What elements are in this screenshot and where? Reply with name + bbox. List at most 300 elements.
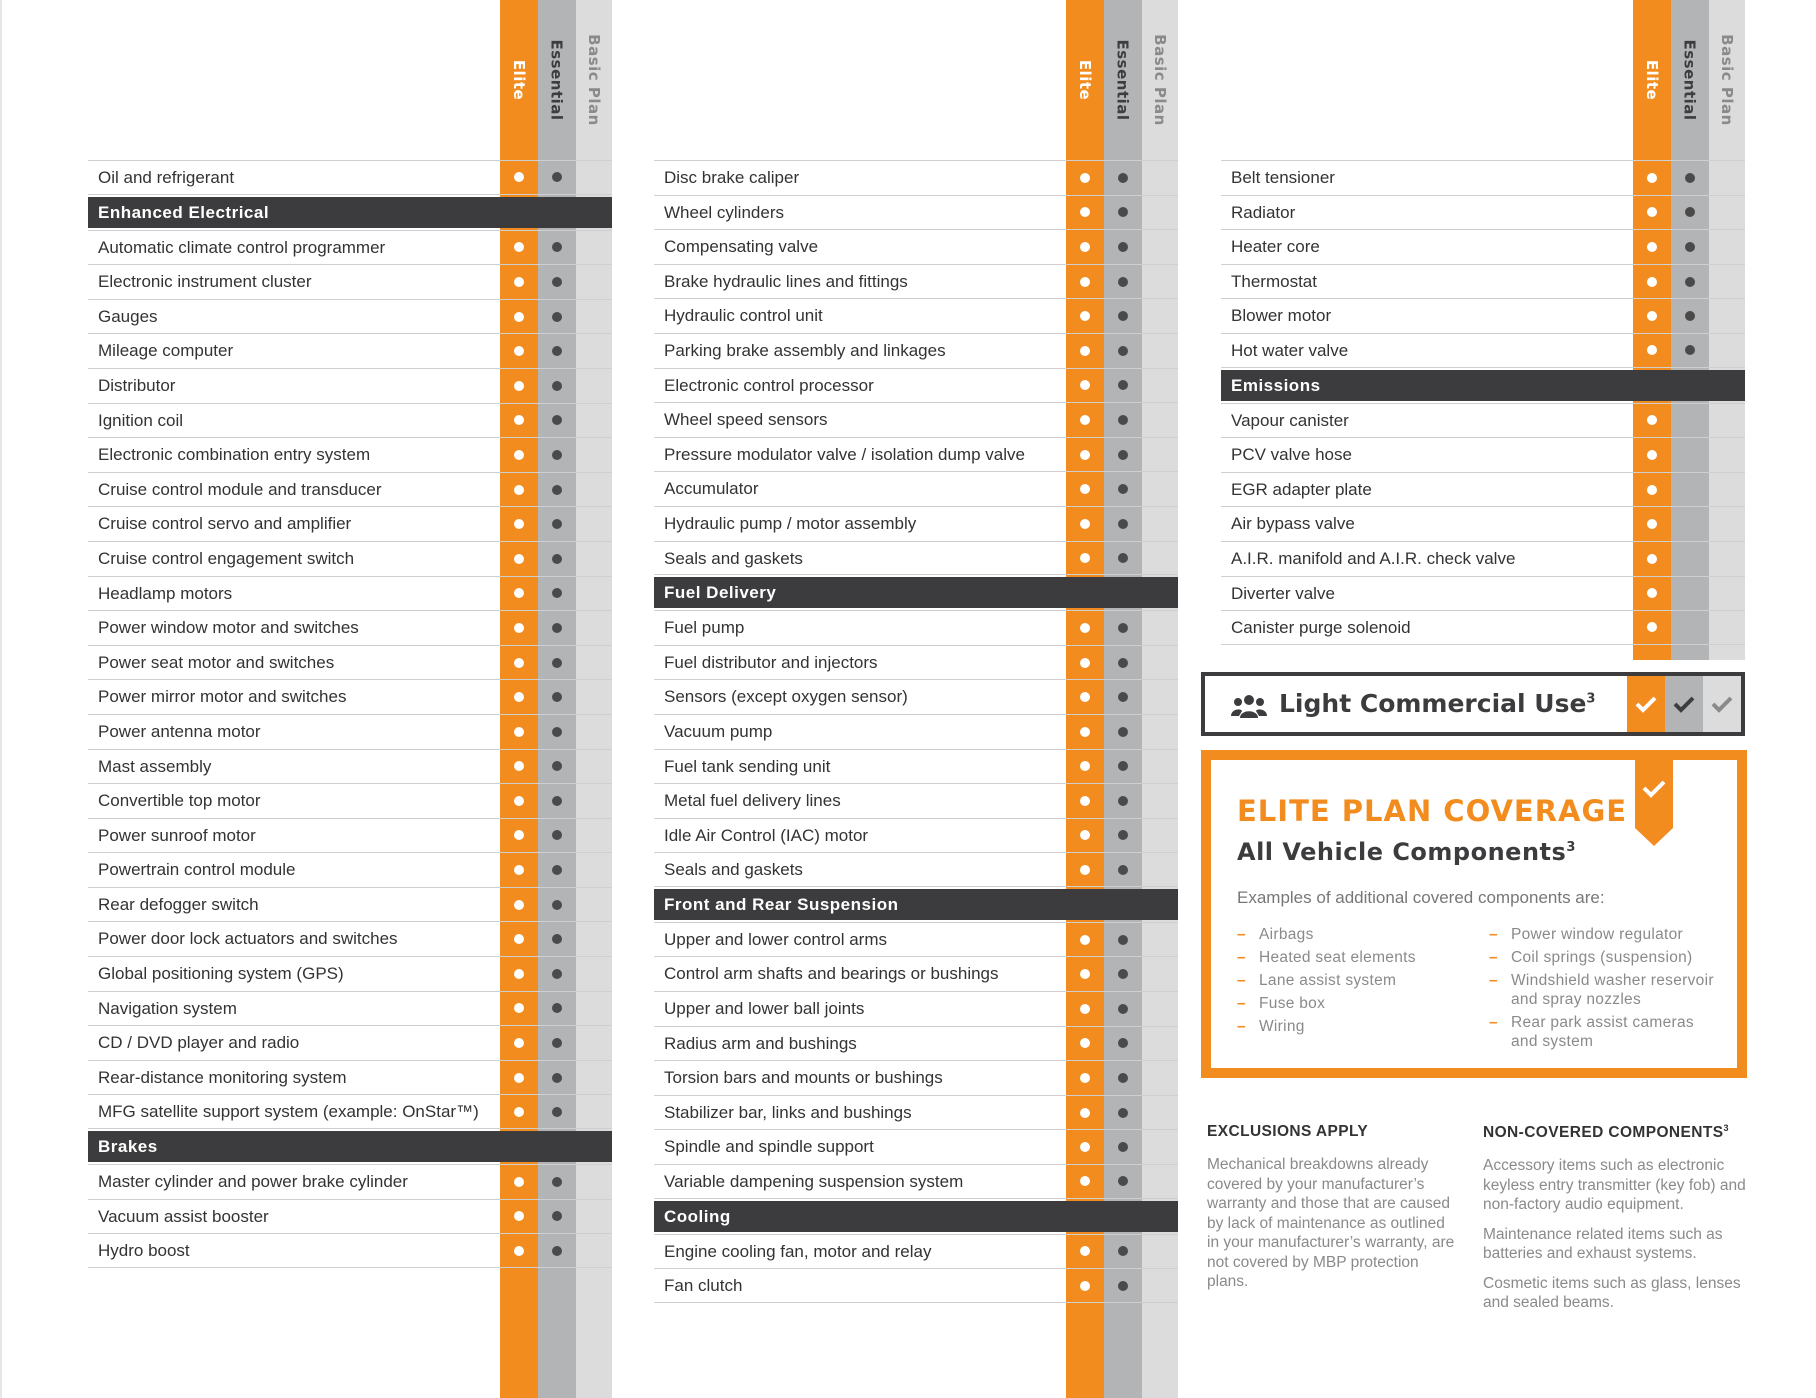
essential-covered-dot [552, 242, 562, 252]
essential-covered-dot [552, 900, 562, 910]
coverage-row [88, 956, 612, 991]
essential-covered-dot [1118, 207, 1128, 217]
coverage-row [1221, 437, 1745, 472]
coverage-row [88, 1060, 612, 1095]
essential-covered-dot [1118, 1142, 1128, 1152]
component-label: Canister purge solenoid [1231, 618, 1411, 638]
coverage-row [88, 1025, 612, 1060]
component-label: Mast assembly [98, 756, 212, 776]
component-label: Fuel pump [664, 618, 745, 638]
elite-covered-dot [1080, 969, 1090, 979]
covered-component-item: – Coil springs (suspension) [1489, 948, 1719, 967]
elite-covered-dot [514, 623, 524, 633]
elite-covered-dot [514, 865, 524, 875]
elite-covered-dot [1647, 207, 1657, 217]
elite-covered-dot [1080, 1108, 1090, 1118]
elite-covered-dot [514, 969, 524, 979]
coverage-row [88, 160, 612, 195]
essential-covered-dot [1118, 450, 1128, 460]
basic-header: Basic Plan [1151, 34, 1169, 126]
essential-covered-dot [552, 969, 562, 979]
component-label: Stabilizer bar, links and bushings [664, 1102, 912, 1122]
covered-component-item: – Power window regulator [1489, 925, 1719, 944]
covered-component-item: – Airbags [1237, 925, 1457, 944]
coverage-row [88, 818, 612, 853]
elite-covered-dot [1080, 173, 1090, 183]
component-label: Cruise control engagement switch [98, 548, 355, 568]
elite-covered-dot [514, 277, 524, 287]
elite-covered-dot [1080, 761, 1090, 771]
covered-component-item: – Windshield washer reservoir and spray nozzles [1489, 971, 1719, 1009]
component-label: Navigation system [98, 998, 237, 1018]
elite-covered-dot [1080, 796, 1090, 806]
coverage-row [654, 229, 1178, 264]
coverage-row [654, 195, 1178, 230]
coverage-row [1221, 298, 1745, 333]
component-label: Electronic control processor [664, 375, 874, 395]
essential-covered-dot [552, 554, 562, 564]
component-label: Parking brake assembly and linkages [664, 340, 946, 360]
coverage-row [1221, 403, 1745, 438]
component-label: Oil and refrigerant [98, 168, 235, 187]
coverage-row [654, 1095, 1178, 1130]
component-label: Master cylinder and power brake cylinder [98, 1172, 408, 1192]
essential-covered-dot [1685, 207, 1695, 217]
coverage-row [88, 506, 612, 541]
elite-covered-dot [1080, 450, 1090, 460]
coverage-row [654, 610, 1178, 645]
component-label: Rear-distance monitoring system [98, 1067, 347, 1087]
essential-covered-dot [1118, 692, 1128, 702]
covered-component-item: – Fuse box [1237, 994, 1457, 1013]
component-label: Engine cooling fan, motor and relay [664, 1241, 932, 1261]
elite-plan-coverage-box [1201, 750, 1747, 1078]
component-label: Fuel tank sending unit [664, 756, 831, 776]
essential-covered-dot [1118, 969, 1128, 979]
component-label: Brake hydraulic lines and fittings [664, 271, 908, 291]
elite-covered-dot [514, 381, 524, 391]
non-covered-heading: NON-COVERED COMPONENTS$^3$ [1483, 1123, 1729, 1142]
coverage-row [88, 887, 612, 922]
elite-covered-dot [1080, 1142, 1090, 1152]
component-label: Upper and lower ball joints [664, 999, 865, 1019]
elite-covered-dot [1080, 207, 1090, 217]
page-edge [0, 0, 2, 1398]
basic-check [1703, 676, 1741, 732]
coverage-row [88, 714, 612, 749]
coverage-row [654, 402, 1178, 437]
coverage-row [88, 541, 612, 576]
coverage-row [654, 922, 1178, 957]
essential-covered-dot [1118, 1176, 1128, 1186]
component-label: Radiator [1231, 202, 1296, 222]
section-header: Enhanced Electrical [88, 197, 612, 228]
essential-check [1665, 676, 1703, 732]
essential-covered-dot [552, 761, 562, 771]
component-label: Vacuum pump [664, 721, 773, 741]
component-label: Hot water valve [1231, 340, 1349, 360]
elite-covered-dot [1647, 588, 1657, 598]
elite-covered-dot [1647, 519, 1657, 529]
essential-covered-dot [1118, 1004, 1128, 1014]
basic-header: Basic Plan [585, 34, 603, 126]
elite-covered-dot [514, 312, 524, 322]
component-label: Distributor [98, 375, 176, 395]
elite-covered-dot [1080, 311, 1090, 321]
non-covered-paragraph: Cosmetic items such as glass, lenses and sealed beams. [1483, 1274, 1741, 1312]
essential-covered-dot [552, 865, 562, 875]
coverage-column-2 [654, 0, 1178, 1398]
component-label: Spindle and spindle support [664, 1137, 874, 1157]
elite-covered-dot [514, 519, 524, 529]
essential-covered-dot [1118, 311, 1128, 321]
component-label: Ignition coil [98, 410, 184, 430]
section-header: Cooling [654, 1201, 1178, 1232]
coverage-row [88, 1164, 612, 1199]
coverage-row [88, 991, 612, 1026]
coverage-row [88, 1094, 612, 1129]
elite-covered-dot [514, 830, 524, 840]
elite-covered-dot [1647, 173, 1657, 183]
essential-covered-dot [552, 830, 562, 840]
elite-covered-dot [1647, 485, 1657, 495]
component-label: Power seat motor and switches [98, 652, 335, 672]
component-label: Sensors (except oxygen sensor) [664, 687, 908, 707]
component-label: Belt tensioner [1231, 168, 1335, 187]
elite-covered-dot [1647, 345, 1657, 355]
coverage-row [88, 679, 612, 714]
coverage-row [88, 472, 612, 507]
coverage-row [654, 714, 1178, 749]
essential-covered-dot [1118, 658, 1128, 668]
elite-covered-dot [514, 1177, 524, 1187]
component-label: Seals and gaskets [664, 860, 803, 880]
elite-covered-dot [1080, 1038, 1090, 1048]
elite-covered-dot [514, 346, 524, 356]
essential-covered-dot [1685, 311, 1695, 321]
check-icon [1635, 695, 1657, 713]
coverage-row [654, 1129, 1178, 1164]
coverage-row [654, 783, 1178, 818]
elite-covered-dot [1647, 311, 1657, 321]
elite-covered-dot [514, 1246, 524, 1256]
elite-covered-dot [1080, 242, 1090, 252]
coverage-row [654, 437, 1178, 472]
essential-covered-dot [1118, 623, 1128, 633]
elite-covered-dot [514, 1038, 524, 1048]
essential-covered-dot [1118, 277, 1128, 287]
elite-covered-dot [514, 796, 524, 806]
component-label: Compensating valve [664, 237, 819, 257]
component-label: Cruise control servo and amplifier [98, 514, 352, 534]
component-label: Hydro boost [98, 1241, 190, 1261]
essential-header: Essential [548, 39, 566, 121]
coverage-row [654, 368, 1178, 403]
coverage-row [88, 230, 612, 265]
elite-covered-dot [1080, 935, 1090, 945]
elite-covered-dot [1080, 277, 1090, 287]
check-flag-icon [1635, 750, 1673, 846]
elite-covered-dot [1080, 658, 1090, 668]
elite-covered-dot [514, 761, 524, 771]
essential-covered-dot [552, 1003, 562, 1013]
essential-covered-dot [1118, 727, 1128, 737]
coverage-row [654, 1268, 1178, 1303]
elite-covered-dot [1647, 622, 1657, 632]
component-label: Torsion bars and mounts or bushings [664, 1068, 943, 1088]
component-label: Fuel distributor and injectors [664, 652, 878, 672]
essential-covered-dot [552, 727, 562, 737]
elite-covered-dot [1080, 692, 1090, 702]
component-label: Power door lock actuators and switches [98, 929, 398, 949]
elite-covered-dot [1080, 623, 1090, 633]
essential-covered-dot [1118, 415, 1128, 425]
coverage-row [654, 1026, 1178, 1061]
essential-covered-dot [552, 1107, 562, 1117]
coverage-rows [88, 160, 612, 1268]
coverage-row [88, 368, 612, 403]
elite-covered-dot [514, 415, 524, 425]
component-label: Variable dampening suspension system [664, 1172, 964, 1192]
essential-covered-dot [1118, 1246, 1128, 1256]
component-label: Vapour canister [1231, 410, 1349, 430]
elite-coverage-intro: Examples of additional covered components are: [1237, 888, 1605, 907]
essential-covered-dot [1118, 865, 1128, 875]
essential-covered-dot [1118, 830, 1128, 840]
coverage-row [654, 471, 1178, 506]
elite-covered-dot [1080, 1073, 1090, 1083]
check-icon [1711, 695, 1733, 713]
elite-covered-dot [1647, 554, 1657, 564]
essential-covered-dot [1118, 935, 1128, 945]
component-label: Diverter valve [1231, 583, 1335, 603]
elite-covered-dot [1080, 865, 1090, 875]
component-label: Automatic climate control programmer [98, 237, 386, 257]
component-label: Idle Air Control (IAC) motor [664, 825, 869, 845]
coverage-row [654, 679, 1178, 714]
coverage-row [1221, 506, 1745, 541]
coverage-row [654, 749, 1178, 784]
component-label: Powertrain control module [98, 860, 296, 880]
section-header: Fuel Delivery [654, 577, 1178, 608]
essential-covered-dot [1118, 1281, 1128, 1291]
coverage-row [1221, 160, 1745, 195]
component-label: Convertible top motor [98, 791, 261, 811]
essential-covered-dot [1118, 242, 1128, 252]
component-label: A.I.R. manifold and A.I.R. check valve [1231, 548, 1516, 568]
elite-covered-dot [514, 727, 524, 737]
component-label: Power antenna motor [98, 721, 261, 741]
essential-covered-dot [552, 934, 562, 944]
component-label: Electronic combination entry system [98, 445, 371, 465]
elite-covered-dot [514, 1003, 524, 1013]
component-label: Accumulator [664, 479, 759, 499]
essential-covered-dot [552, 796, 562, 806]
component-label: Gauges [98, 306, 158, 326]
essential-covered-dot [1118, 1038, 1128, 1048]
elite-check [1627, 676, 1665, 732]
elite-covered-dot [1647, 242, 1657, 252]
component-label: Power window motor and switches [98, 618, 359, 638]
coverage-row [1221, 264, 1745, 299]
elite-covered-dot [1647, 415, 1657, 425]
elite-covered-dot [514, 934, 524, 944]
essential-covered-dot [1118, 1108, 1128, 1118]
elite-header: Elite [510, 59, 528, 101]
essential-covered-dot [552, 1177, 562, 1187]
section-header: Front and Rear Suspension [654, 889, 1178, 920]
coverage-row [654, 956, 1178, 991]
component-label: Seals and gaskets [664, 548, 803, 568]
component-label: Electronic instrument cluster [98, 272, 312, 292]
coverage-row [88, 437, 612, 472]
essential-covered-dot [552, 1038, 562, 1048]
coverage-row [88, 921, 612, 956]
essential-covered-dot [1685, 345, 1695, 355]
essential-covered-dot [552, 485, 562, 495]
coverage-row [654, 160, 1178, 195]
elite-covered-dot [1080, 1246, 1090, 1256]
coverage-row [88, 264, 612, 299]
coverage-row [1221, 229, 1745, 264]
coverage-rows [1221, 160, 1745, 645]
elite-covered-dot [1080, 1281, 1090, 1291]
covered-component-item: – Lane assist system [1237, 971, 1457, 990]
elite-covered-dot [1080, 346, 1090, 356]
light-commercial-title: Light Commercial Use$^3$ [1279, 689, 1596, 718]
component-label: Metal fuel delivery lines [664, 791, 841, 811]
coverage-row [654, 1164, 1178, 1199]
coverage-list-right [1489, 925, 1719, 1055]
essential-covered-dot [1685, 277, 1695, 287]
coverage-row [1221, 610, 1745, 645]
elite-covered-dot [1080, 484, 1090, 494]
elite-covered-dot [514, 1107, 524, 1117]
exclusions-text: Mechanical breakdowns already covered by your manufacturer’s warranty and those that are caused by lack of maintenance as outlined in your manufacturer’s warranty, are not covered by MBP protection plans. [1207, 1156, 1455, 1290]
component-label: Thermostat [1231, 271, 1317, 291]
coverage-row [88, 852, 612, 887]
component-label: Upper and lower control arms [664, 929, 887, 949]
coverage-list-left [1237, 925, 1457, 1040]
basic-header: Basic Plan [1718, 34, 1736, 126]
component-label: Blower motor [1231, 306, 1332, 326]
elite-covered-dot [514, 450, 524, 460]
essential-covered-dot [552, 1246, 562, 1256]
elite-covered-dot [514, 692, 524, 702]
essential-covered-dot [552, 277, 562, 287]
coverage-row [654, 541, 1178, 576]
coverage-row [88, 403, 612, 438]
coverage-row [654, 645, 1178, 680]
essential-covered-dot [1118, 761, 1128, 771]
elite-covered-dot [1080, 727, 1090, 737]
component-label: Mileage computer [98, 341, 234, 361]
component-label: Disc brake caliper [664, 168, 800, 187]
component-label: Air bypass valve [1231, 514, 1355, 534]
component-label: Wheel cylinders [664, 202, 784, 222]
essential-covered-dot [1118, 796, 1128, 806]
coverage-row [88, 299, 612, 334]
coverage-row [1221, 472, 1745, 507]
coverage-row [88, 610, 612, 645]
essential-covered-dot [1685, 173, 1695, 183]
component-label: MFG satellite support system (example: OnStar™) [98, 1102, 479, 1122]
coverage-row [1221, 333, 1745, 368]
essential-covered-dot [552, 623, 562, 633]
covered-component-item: – Wiring [1237, 1017, 1457, 1036]
coverage-row [88, 333, 612, 368]
coverage-row [654, 852, 1178, 887]
coverage-row [654, 1234, 1178, 1269]
check-icon [1673, 695, 1695, 713]
essential-covered-dot [552, 588, 562, 598]
essential-covered-dot [1118, 346, 1128, 356]
essential-covered-dot [1118, 1073, 1128, 1083]
elite-covered-dot [514, 658, 524, 668]
essential-covered-dot [552, 1211, 562, 1221]
essential-covered-dot [552, 415, 562, 425]
covered-component-item: – Heated seat elements [1237, 948, 1457, 967]
coverage-row [654, 1060, 1178, 1095]
coverage-column-3 [1221, 0, 1745, 660]
exclusions-heading: EXCLUSIONS APPLY [1207, 1123, 1369, 1140]
component-label: Vacuum assist booster [98, 1206, 269, 1226]
component-label: Wheel speed sensors [664, 410, 828, 430]
coverage-row [654, 298, 1178, 333]
essential-covered-dot [1118, 553, 1128, 563]
elite-covered-dot [1647, 450, 1657, 460]
component-label: Hydraulic control unit [664, 306, 823, 326]
essential-covered-dot [552, 346, 562, 356]
essential-covered-dot [1685, 242, 1695, 252]
coverage-rows [654, 160, 1178, 1303]
essential-covered-dot [552, 381, 562, 391]
elite-covered-dot [1080, 415, 1090, 425]
section-header: Brakes [88, 1131, 612, 1162]
component-label: Pressure modulator valve / isolation dump valve [664, 444, 1025, 464]
covered-component-item: – Rear park assist cameras and system [1489, 1013, 1719, 1051]
coverage-row [654, 333, 1178, 368]
essential-header: Essential [1681, 39, 1699, 121]
essential-covered-dot [1118, 519, 1128, 529]
coverage-row [88, 645, 612, 680]
essential-covered-dot [552, 172, 562, 182]
component-label: Headlamp motors [98, 583, 233, 603]
elite-covered-dot [514, 1073, 524, 1083]
component-label: Control arm shafts and bearings or bushings [664, 964, 999, 984]
coverage-row [88, 1233, 612, 1268]
component-label: Radius arm and bushings [664, 1033, 857, 1053]
component-label: Rear defogger switch [98, 894, 259, 914]
elite-header: Elite [1076, 59, 1094, 101]
non-covered-note [1483, 1123, 1753, 1313]
coverage-column-1 [88, 0, 612, 1398]
elite-covered-dot [514, 900, 524, 910]
essential-covered-dot [552, 519, 562, 529]
elite-covered-dot [1647, 277, 1657, 287]
component-label: Heater core [1231, 237, 1320, 257]
component-label: Cruise control module and transducer [98, 479, 382, 499]
elite-covered-dot [514, 242, 524, 252]
coverage-row [88, 783, 612, 818]
component-label: PCV valve hose [1231, 445, 1352, 465]
elite-covered-dot [514, 172, 524, 182]
elite-covered-dot [1080, 830, 1090, 840]
elite-covered-dot [1080, 1176, 1090, 1186]
coverage-row [88, 749, 612, 784]
coverage-row [88, 1199, 612, 1234]
elite-covered-dot [1080, 380, 1090, 390]
